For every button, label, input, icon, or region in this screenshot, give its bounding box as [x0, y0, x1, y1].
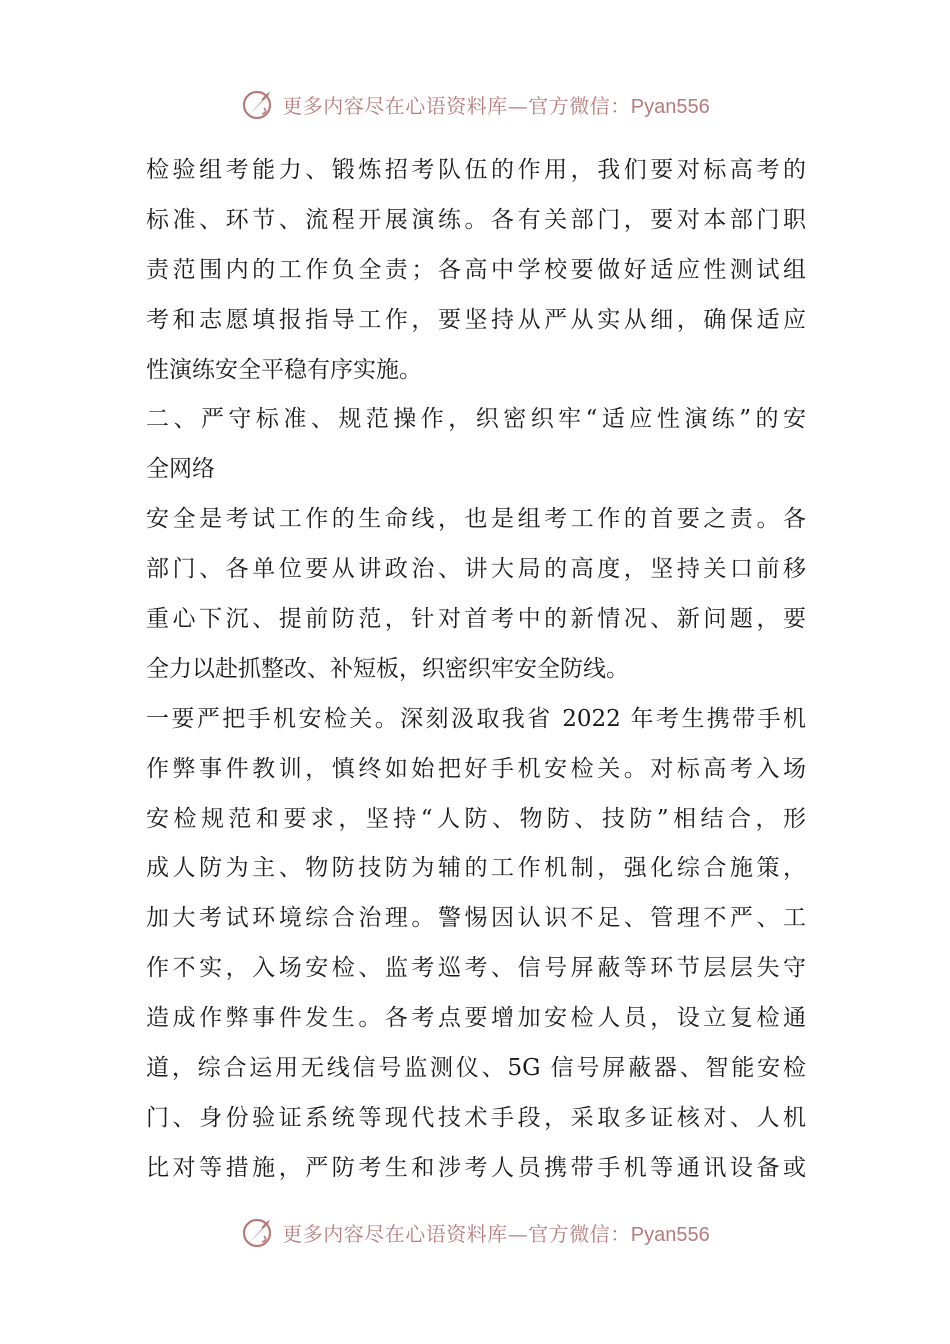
- document-body: [146, 146, 806, 1194]
- section-heading-line: 二、严守标准、规范操作，织密织牢“适应性演练”的安: [146, 406, 806, 433]
- text-line: 安检规范和要求，坚持“人防、物防、技防”相结合，形: [146, 805, 806, 832]
- text-line: 成人防为主、物防技防为辅的工作机制，强化综合施策，: [146, 855, 806, 882]
- text-line: 全力以赴抓整改、补短板，织密织牢安全防线。: [146, 655, 629, 682]
- text-line: 责范围内的工作负全责；各高中学校要做好适应性测试组: [146, 256, 806, 283]
- text-line: 标准、环节、流程开展演练。各有关部门，要对本部门职: [146, 206, 806, 233]
- footer-watermark: [0, 1212, 950, 1252]
- watermark-text: 更多内容尽在心语资料库—官方微信：Pyan556: [282, 93, 710, 118]
- text-line: 重心下沉、提前防范，针对首考中的新情况、新问题，要: [146, 606, 806, 633]
- section-heading-line: 全网络: [146, 456, 215, 483]
- header-watermark: [0, 84, 950, 124]
- text-line: 作弊事件教训，慎终如始把好手机安检关。对标高考入场: [146, 755, 806, 782]
- text-line: 造成作弊事件发生。各考点要增加安检人员，设立复检通: [146, 1005, 806, 1032]
- text-line: 加大考试环境综合治理。警惕因认识不足、管理不严、工: [146, 905, 806, 932]
- text-line: 部门、各单位要从讲政治、讲大局的高度，坚持关口前移: [146, 556, 806, 583]
- text-line: 安全是考试工作的生命线，也是组考工作的首要之责。各: [146, 506, 806, 533]
- text-line: 一要严把手机安检关。深刻汲取我省 2022 年考生携带手机: [146, 705, 806, 732]
- text-line: 作不实，入场安检、监考巡考、信号屏蔽等环节层层失守: [146, 955, 806, 982]
- text-line: 性演练安全平稳有序实施。: [146, 356, 422, 383]
- text-line: 道，综合运用无线信号监测仪、5G 信号屏蔽器、智能安检: [146, 1055, 806, 1082]
- quill-pen-circle-icon: [240, 86, 276, 122]
- text-line: 检验组考能力、锻炼招考队伍的作用，我们要对标高考的: [146, 157, 806, 183]
- text-line: 比对等措施，严防考生和涉考人员携带手机等通讯设备或: [146, 1154, 806, 1181]
- text-line: 考和志愿填报指导工作，要坚持从严从实从细，确保适应: [146, 306, 806, 333]
- watermark-text: 更多内容尽在心语资料库—官方微信：Pyan556: [282, 1221, 710, 1246]
- quill-pen-circle-icon: [240, 1214, 276, 1250]
- text-line: 门、身份验证系统等现代技术手段，采取多证核对、人机: [146, 1104, 806, 1131]
